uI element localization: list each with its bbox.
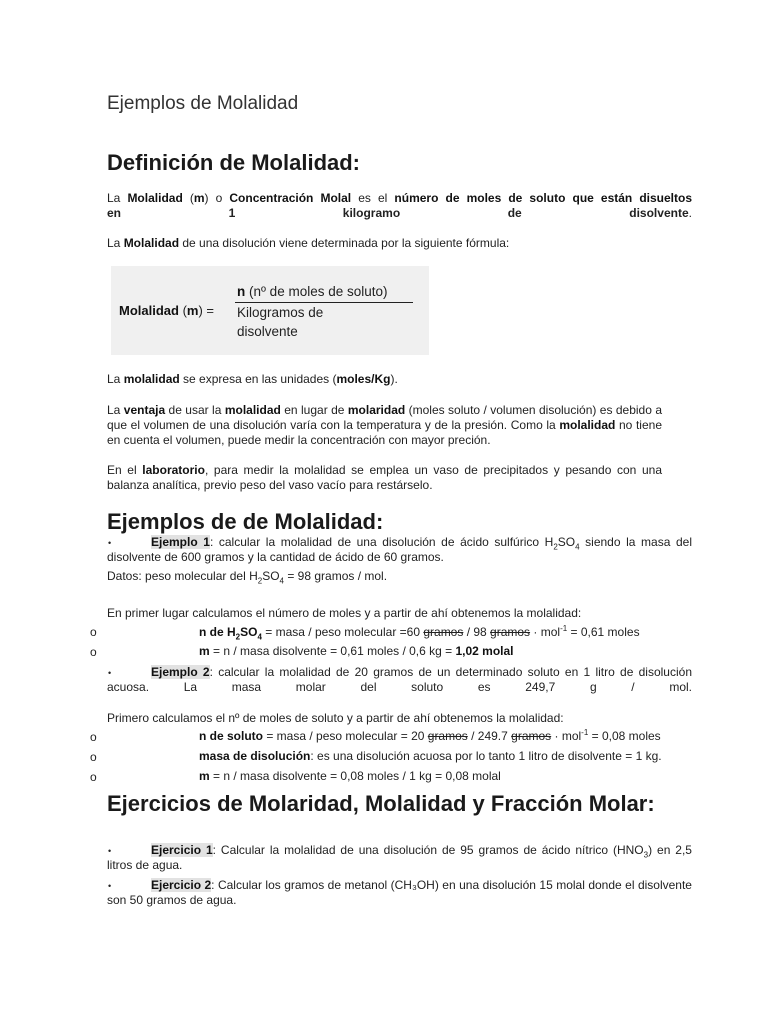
bullet-marker: • — [108, 538, 112, 548]
paragraph-ventaja: La ventaja de usar la molalidad en lugar de molaridad (moles soluto / volumen disolución) es debido a que el volumen de una disolución varía con la temperatura y de la presión. Como la molalidad no tiene en cuenta el volumen, puede medir la concentración con mayor preción. — [107, 403, 662, 447]
list-marker: o — [90, 625, 97, 639]
paragraph-laboratorio: En el laboratorio, para medir la molalidad se emplea un vaso de precipitados y pesando con una balanza analítica, previo peso del vaso vacío para restárselo. — [107, 463, 662, 492]
ejemplo-2-step-1: n de soluto = masa / peso molecular = 20 gramos / 249.7 gramos · mol$^{-1}$ = 0,08 moles — [199, 728, 661, 743]
ejercicio-2-text: Ejercicio 2: Calcular los gramos de metanol (CH₃OH) en una disolución 15 molal donde el disolvente son 50 gramos de agua. — [107, 878, 692, 907]
ejemplo-1-intro: En primer lugar calculamos el número de moles y a partir de ahí obtenemos la molalidad: — [107, 606, 582, 620]
bullet-marker: • — [108, 881, 112, 891]
list-marker: o — [90, 645, 97, 659]
document-title: Ejemplos de Molalidad — [107, 93, 299, 114]
list-marker: o — [90, 750, 97, 764]
bullet-marker: • — [108, 846, 112, 856]
paragraph-definicion-line2: en 1 kilogramo de disolvente. — [107, 206, 692, 220]
paragraph-definicion — [107, 191, 692, 221]
paragraph-definicion-line1: La Molalidad (m) o Concentración Molal es el número de moles de soluto que están disueltos — [107, 191, 693, 205]
list-marker: o — [90, 730, 97, 744]
ejercicio-1-text: Ejercicio 1: Calcular la molalidad de una disolución de 95 gramos de ácido nítrico $(HNO_3)$ en 2,5 litros de agua. — [107, 843, 692, 872]
formula-denominator: Kilogramos de disolvente — [237, 305, 324, 339]
formula-box — [111, 266, 429, 355]
ejemplo-1-step-2: m = n / masa disolvente = 0,61 moles / 0,6 kg = 1,02 molal — [199, 644, 514, 658]
list-marker: o — [90, 770, 97, 784]
bullet-marker: • — [108, 668, 112, 678]
paragraph-formula-intro: La Molalidad de una disolución viene determinada por la siguiente fórmula: — [107, 236, 510, 250]
ejemplo-2-text: Ejemplo 2: calcular la molalidad de 20 gramos de un determinado soluto en 1 litro de disolución acuosa. La masa molar del soluto es 249,7 g / mol. — [107, 665, 692, 694]
ejemplo-1-text: Ejemplo 1: calcular la molalidad de una disolución de ácido sulfúrico $H_2SO_4$ siendo la masa del disolvente de 600 gramos y la cantidad de ácido de 60 gramos. — [107, 535, 692, 564]
formula-left-side: Molalidad (m) = — [119, 303, 215, 318]
ejemplo-2-step-3: m = n / masa disolvente = 0,08 moles / 1 kg = 0,08 molal — [199, 769, 501, 783]
ejemplo-2-intro: Primero calculamos el nº de moles de soluto y a partir de ahí obtenemos la molalidad: — [107, 711, 564, 725]
paragraph-unidades: La molalidad se expresa en las unidades (moles/Kg). — [107, 372, 398, 386]
heading-ejemplos: Ejemplos de de Molalidad: — [107, 509, 384, 534]
heading-ejercicios: Ejercicios de Molaridad, Molalidad y Fracción Molar: — [107, 791, 655, 816]
formula-numerator: n (nº de moles de soluto) — [237, 284, 388, 299]
heading-definicion: Definición de Molalidad: — [107, 150, 361, 175]
ejemplo-1-step-1: n de $H_2SO_4$ = masa / peso molecular =60 gramos / 98 gramos · mol$^{-1}$ = 0,61 moles — [199, 624, 640, 642]
ejemplo-1-datos: Datos: peso molecular del $H_2SO_4 = 98$ gramos / mol. — [107, 569, 388, 586]
ejemplo-2-step-2: masa de disolución: es una disolución acuosa por lo tanto 1 litro de disolvente = 1 kg. — [199, 749, 662, 763]
